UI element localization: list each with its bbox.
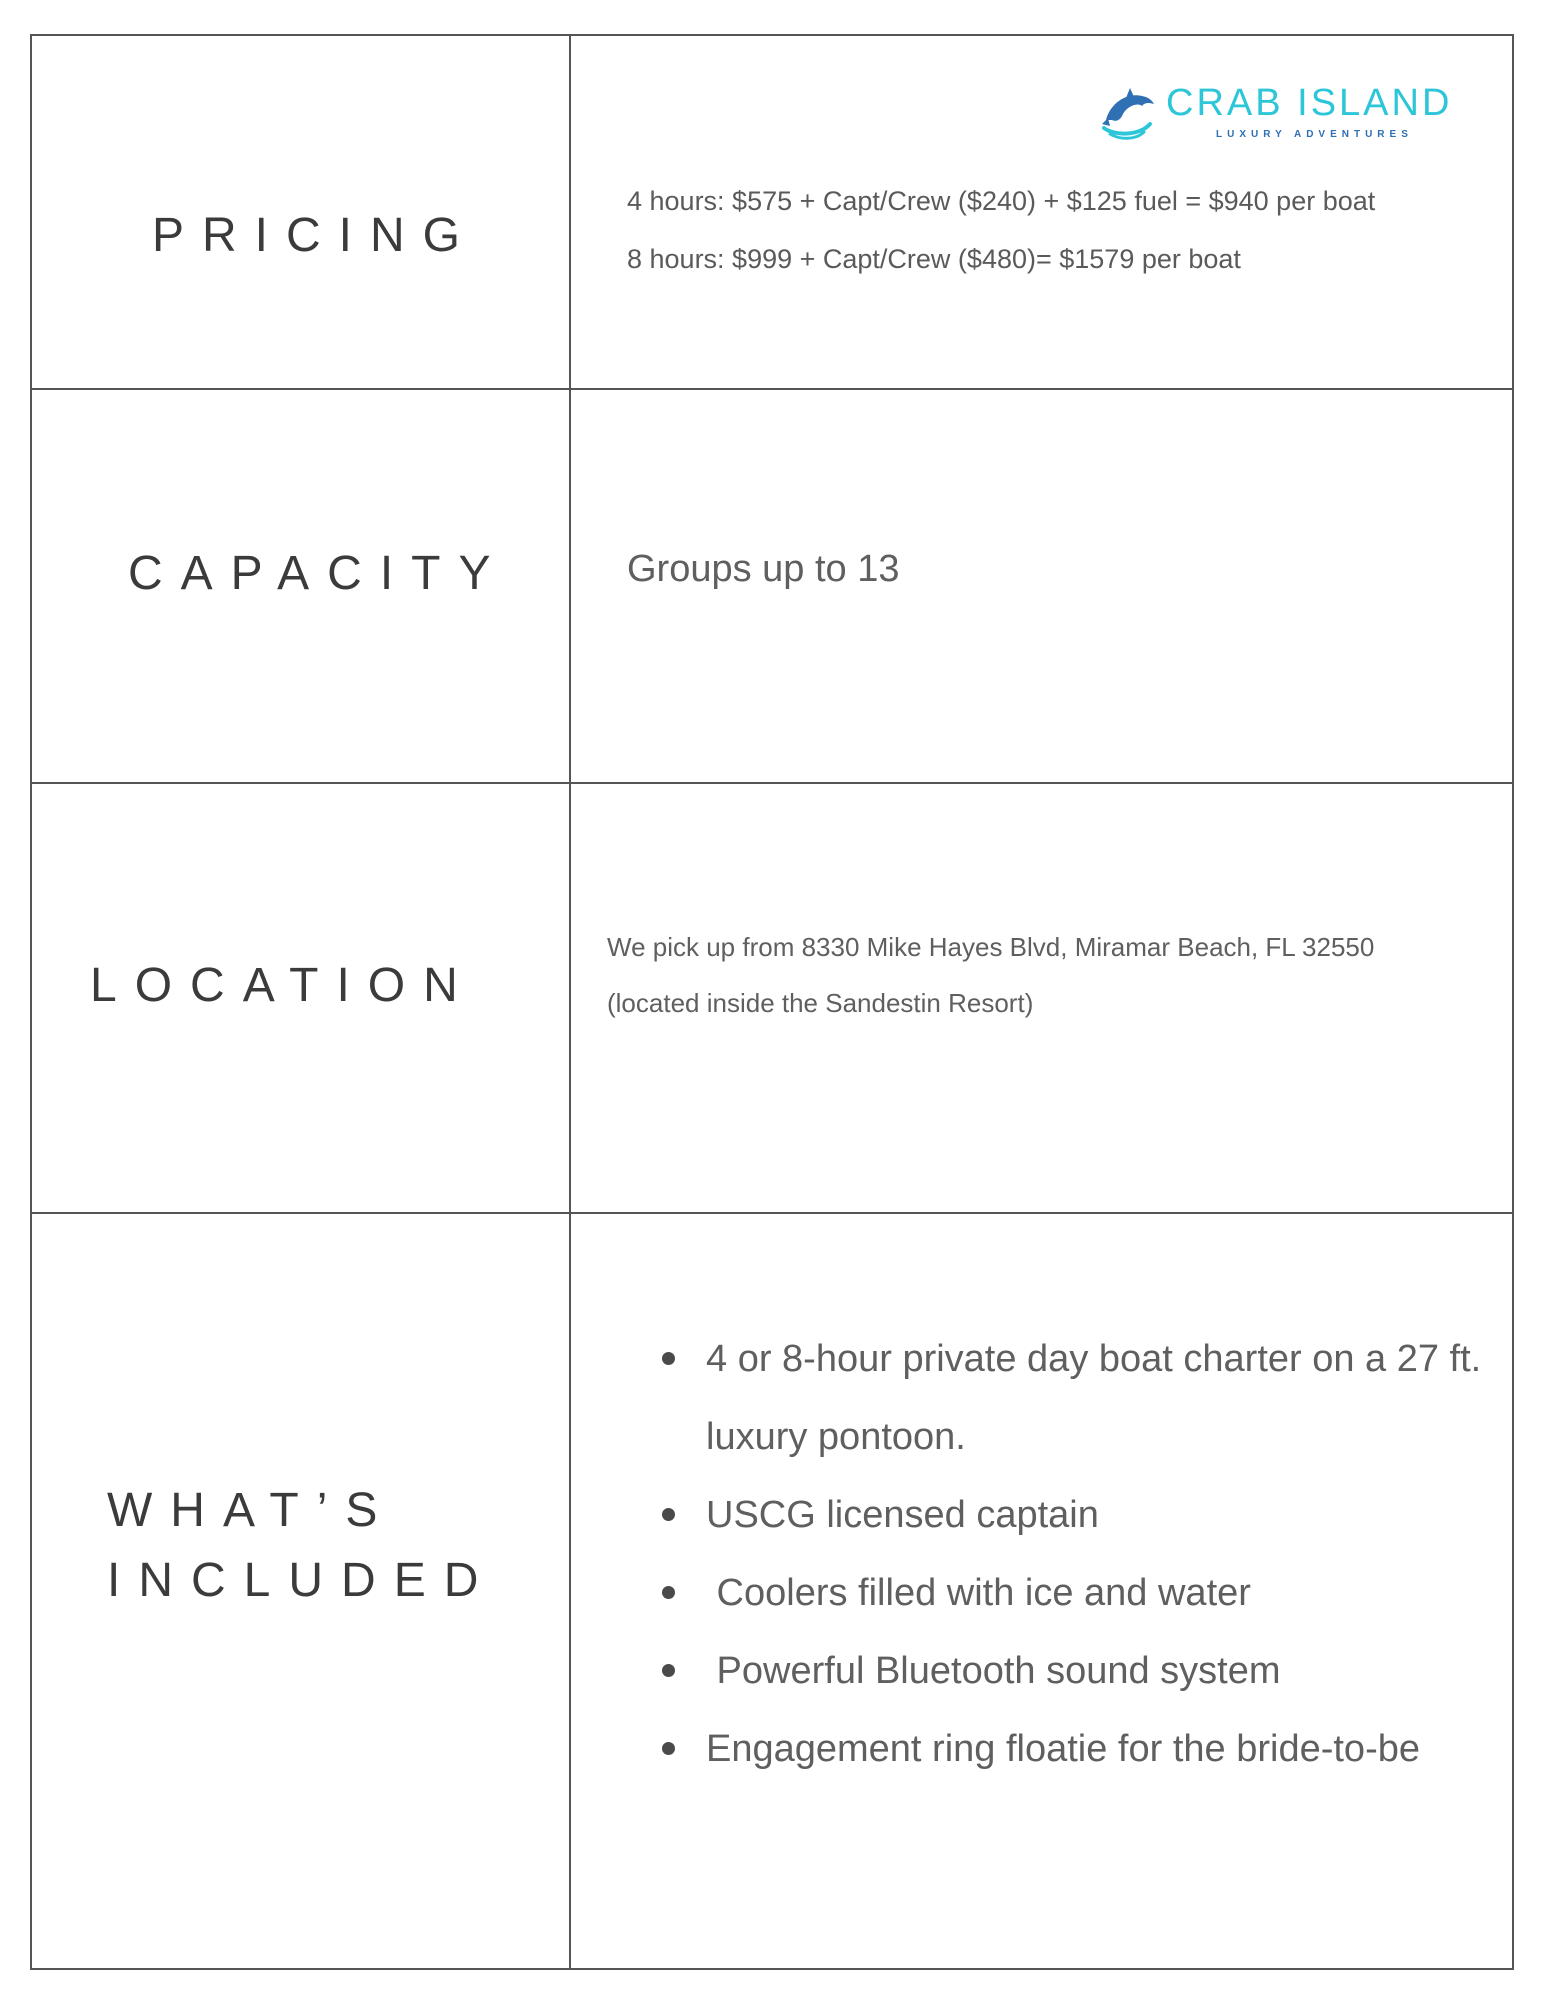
logo-subtitle: LUXURY ADVENTURES (1216, 129, 1413, 140)
included-label-line-1: WHAT’S (107, 1484, 396, 1537)
column-divider (569, 36, 571, 390)
list-item-text: Powerful Bluetooth sound system (706, 1650, 1281, 1692)
capacity-value: Groups up to 13 (627, 548, 900, 590)
list-item-text: USCG licensed captain (706, 1494, 1099, 1536)
capacity-row (32, 388, 1512, 784)
included-label (107, 1476, 496, 1616)
list-item (662, 1476, 1502, 1554)
list-item-text: Coolers filled with ice and water (706, 1572, 1251, 1614)
price-line-4-hours: 4 hours: $575 + Capt/Crew ($240) + $125 fuel = $940 per boat (627, 186, 1376, 216)
dolphin-wave-icon (1096, 84, 1158, 142)
location-row (32, 782, 1512, 1214)
column-divider (569, 390, 571, 784)
included-label-line-2: INCLUDED (107, 1554, 497, 1607)
list-item (662, 1554, 1502, 1632)
column-divider (569, 784, 571, 1214)
bullet-icon (662, 1742, 675, 1755)
included-row (32, 1212, 1512, 1970)
bullet-icon (662, 1586, 675, 1599)
list-item (662, 1632, 1502, 1710)
pricing-label: PRICING (152, 209, 479, 262)
location-address: We pick up from 8330 Mike Hayes Blvd, Miramar Beach, FL 32550 (607, 932, 1375, 962)
list-item-text: 4 or 8-hour private day boat charter on a 27 ft. luxury pontoon. (706, 1338, 1482, 1458)
bullet-icon (662, 1508, 675, 1521)
location-label: LOCATION (90, 959, 476, 1012)
list-item (662, 1320, 1502, 1476)
column-divider (569, 1214, 571, 1970)
included-list (662, 1320, 1502, 1788)
crab-island-logo (1096, 80, 1456, 150)
list-item (662, 1710, 1502, 1788)
capacity-label: CAPACITY (128, 547, 509, 600)
location-note: (located inside the Sandestin Resort) (607, 988, 1034, 1018)
pricing-row (32, 36, 1512, 390)
list-item-text: Engagement ring floatie for the bride-to-be (706, 1728, 1420, 1770)
bullet-icon (662, 1664, 675, 1677)
bullet-icon (662, 1352, 675, 1365)
info-table (30, 34, 1514, 1970)
price-line-8-hours: 8 hours: $999 + Capt/Crew ($480)= $1579 per boat (627, 244, 1241, 274)
logo-title: CRAB ISLAND (1166, 82, 1453, 124)
